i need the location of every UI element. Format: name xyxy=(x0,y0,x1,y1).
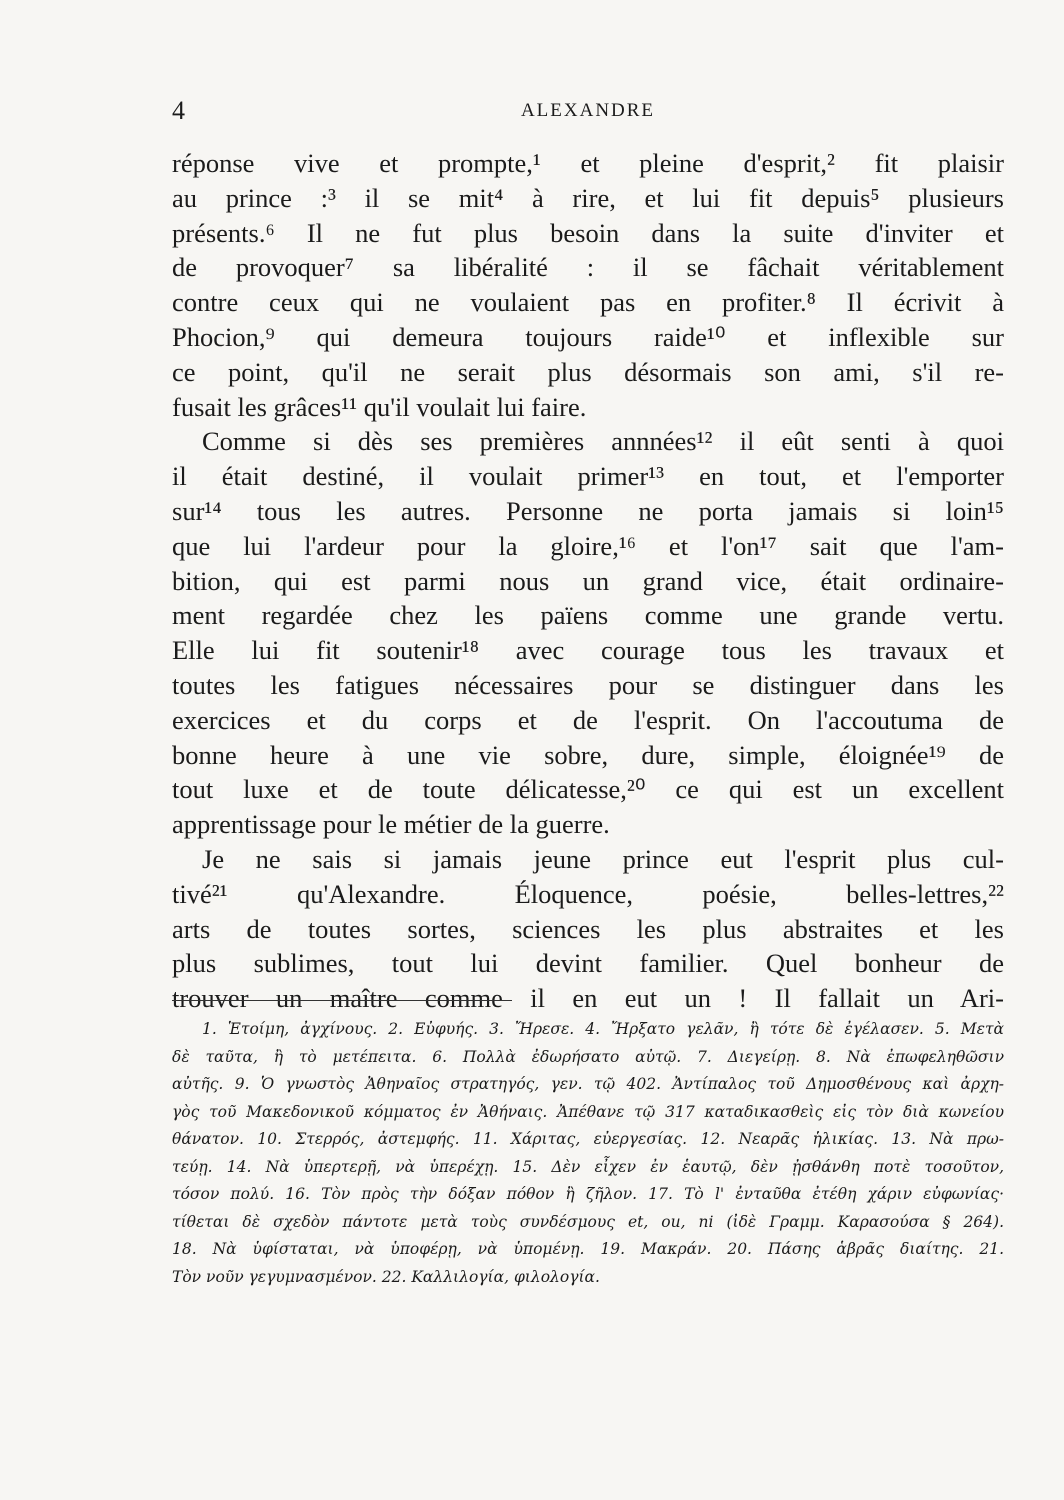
body-text xyxy=(172,146,1004,1016)
footnote-line: τεύῃ. 14. Νὰ ὑπερτερῇ, νὰ ὑπερέχῃ. 15. Δὲν εἶχεν ἐν ἑαυτῷ, δὲν ᾐσθάνθη ποτὲ τοσοῦτον, xyxy=(172,1157,1004,1176)
body-line: Je ne sais si jamais jeune prince eut l'esprit plus cul- xyxy=(202,843,1004,874)
body-line: au prince :³ il se mit⁴ à rire, et lui fit depuis⁵ plusieurs xyxy=(172,182,1004,213)
body-line: exercices et du corps et de l'esprit. On l'accoutuma de xyxy=(172,704,1004,735)
body-line: fusait les grâces¹¹ qu'il voulait lui faire. xyxy=(172,391,587,422)
body-line: trouver un maître comme il en eut un ! Il fallait un Ari- xyxy=(172,983,1004,1014)
body-line: ment regardée chez les païens comme une grande vertu. xyxy=(172,600,1004,631)
body-line: tout luxe et de toute délicatesse,²⁰ ce qui est un excellent xyxy=(172,774,1004,805)
footnote-line: 1. Ἑτοίμη, ἀγχίνους. 2. Εὐφυής. 3. Ἤρεσε. 4. Ἤρξατο γελᾶν, ἢ τότε δὲ ἐγέλασεν. 5. Μετὰ xyxy=(202,1020,1004,1038)
body-line: réponse vive et prompte,¹ et pleine d'esprit,² fit plaisir xyxy=(172,148,1004,178)
body-line: de provoquer⁷ sa libéralité : il se fâchait véritablement xyxy=(172,252,1004,283)
footnote-line: τόσον πολύ. 16. Τὸν πρὸς τὴν δόξαν πόθον ἢ ζῆλον. 17. Τὸ l' ἐνταῦθα ἐτέθη χάριν εὐφωνίας· xyxy=(172,1185,1004,1203)
body-line: Comme si dès ses premières annnées¹² il eût senti à quoi xyxy=(202,426,1004,457)
body-line: présents.⁶ Il ne fut plus besoin dans la suite d'inviter et xyxy=(172,217,1004,248)
page-header xyxy=(172,96,1004,136)
body-line: ce point, qu'il ne serait plus désormais son ami, s'il re- xyxy=(172,356,1004,387)
footnote-line: θάνατον. 10. Στερρός, ἀστεμφής. 11. Χάριτας, εὐεργεσίας. 12. Νεαρᾶς ἡλικίας. 13. Νὰ πρω- xyxy=(172,1130,1004,1148)
body-line: toutes les fatigues nécessaires pour se distinguer dans les xyxy=(172,669,1004,700)
body-line: tivé²¹ qu'Alexandre. Éloquence, poésie, belles-lettres,²² xyxy=(172,878,1004,909)
body-line: arts de toutes sortes, sciences les plus abstraites et les xyxy=(172,913,1004,944)
footnote-line: Τὸν νοῦν γεγυμνασμένον. 22. Καλλιλογία, φιλολογία. xyxy=(172,1267,600,1286)
footnotes xyxy=(172,1016,1004,1291)
body-line: que lui l'ardeur pour la gloire,¹⁶ et l'on¹⁷ sait que l'am- xyxy=(172,530,1004,561)
running-title: ALEXANDRE xyxy=(520,100,656,121)
footnote-line: γὸς τοῦ Μακεδονικοῦ κόμματος ἐν Ἀθήναις. Ἀπέθανε τῷ 317 καταδικασθεὶς εἰς τὸν διὰ κωνείου xyxy=(172,1102,1004,1121)
footnote-line: αὐτῆς. 9. Ὁ γνωστὸς Ἀθηναῖος στρατηγός, γεν. τῷ 402. Ἀντίπαλος τοῦ Δημοσθένους καὶ ἀρχη- xyxy=(172,1075,1004,1093)
body-line: Phocion,⁹ qui demeura toujours raide¹⁰ et inflexible sur xyxy=(172,321,1004,352)
footnote-line: δὲ ταῦτα, ἢ τὸ μετέπειτα. 6. Πολλὰ ἐδωρήσατο αὐτῷ. 7. Διεγείρῃ. 8. Νὰ ἐπωφεληθῶσιν xyxy=(172,1047,1004,1066)
body-line: contre ceux qui ne voulaient pas en profiter.⁸ Il écrivit à xyxy=(172,287,1004,318)
body-line: sur¹⁴ tous les autres. Personne ne porta jamais si loin¹⁵ xyxy=(172,495,1004,526)
body-line: il était destiné, il voulait primer¹³ en tout, et l'emporter xyxy=(172,461,1004,492)
body-line: plus sublimes, tout lui devint familier. Quel bonheur de xyxy=(172,948,1004,979)
body-line: bition, qui est parmi nous un grand vice, était ordinaire- xyxy=(172,565,1004,596)
body-line: apprentissage pour le métier de la guerre. xyxy=(172,809,610,840)
page-number: 4 xyxy=(172,96,185,125)
body-line: Elle lui fit soutenir¹⁸ avec courage tous les travaux et xyxy=(172,635,1004,666)
footnote-line: 18. Νὰ ὑφίσταται, νὰ ὑποφέρῃ, νὰ ὑπομένῃ. 19. Μακράν. 20. Πάσης ἁβρᾶς διαίτης. 21. xyxy=(172,1240,1004,1258)
body-line: bonne heure à une vie sobre, dure, simple, éloignée¹⁹ de xyxy=(172,739,1004,770)
footnote-divider xyxy=(172,1000,512,1001)
footnote-line: τίθεται δὲ σχεδὸν πάντοτε μετὰ τοὺς συνδέσμους et, ou, ni (ἰδὲ Γραμμ. Καρασούσα § 264). xyxy=(172,1212,1004,1231)
